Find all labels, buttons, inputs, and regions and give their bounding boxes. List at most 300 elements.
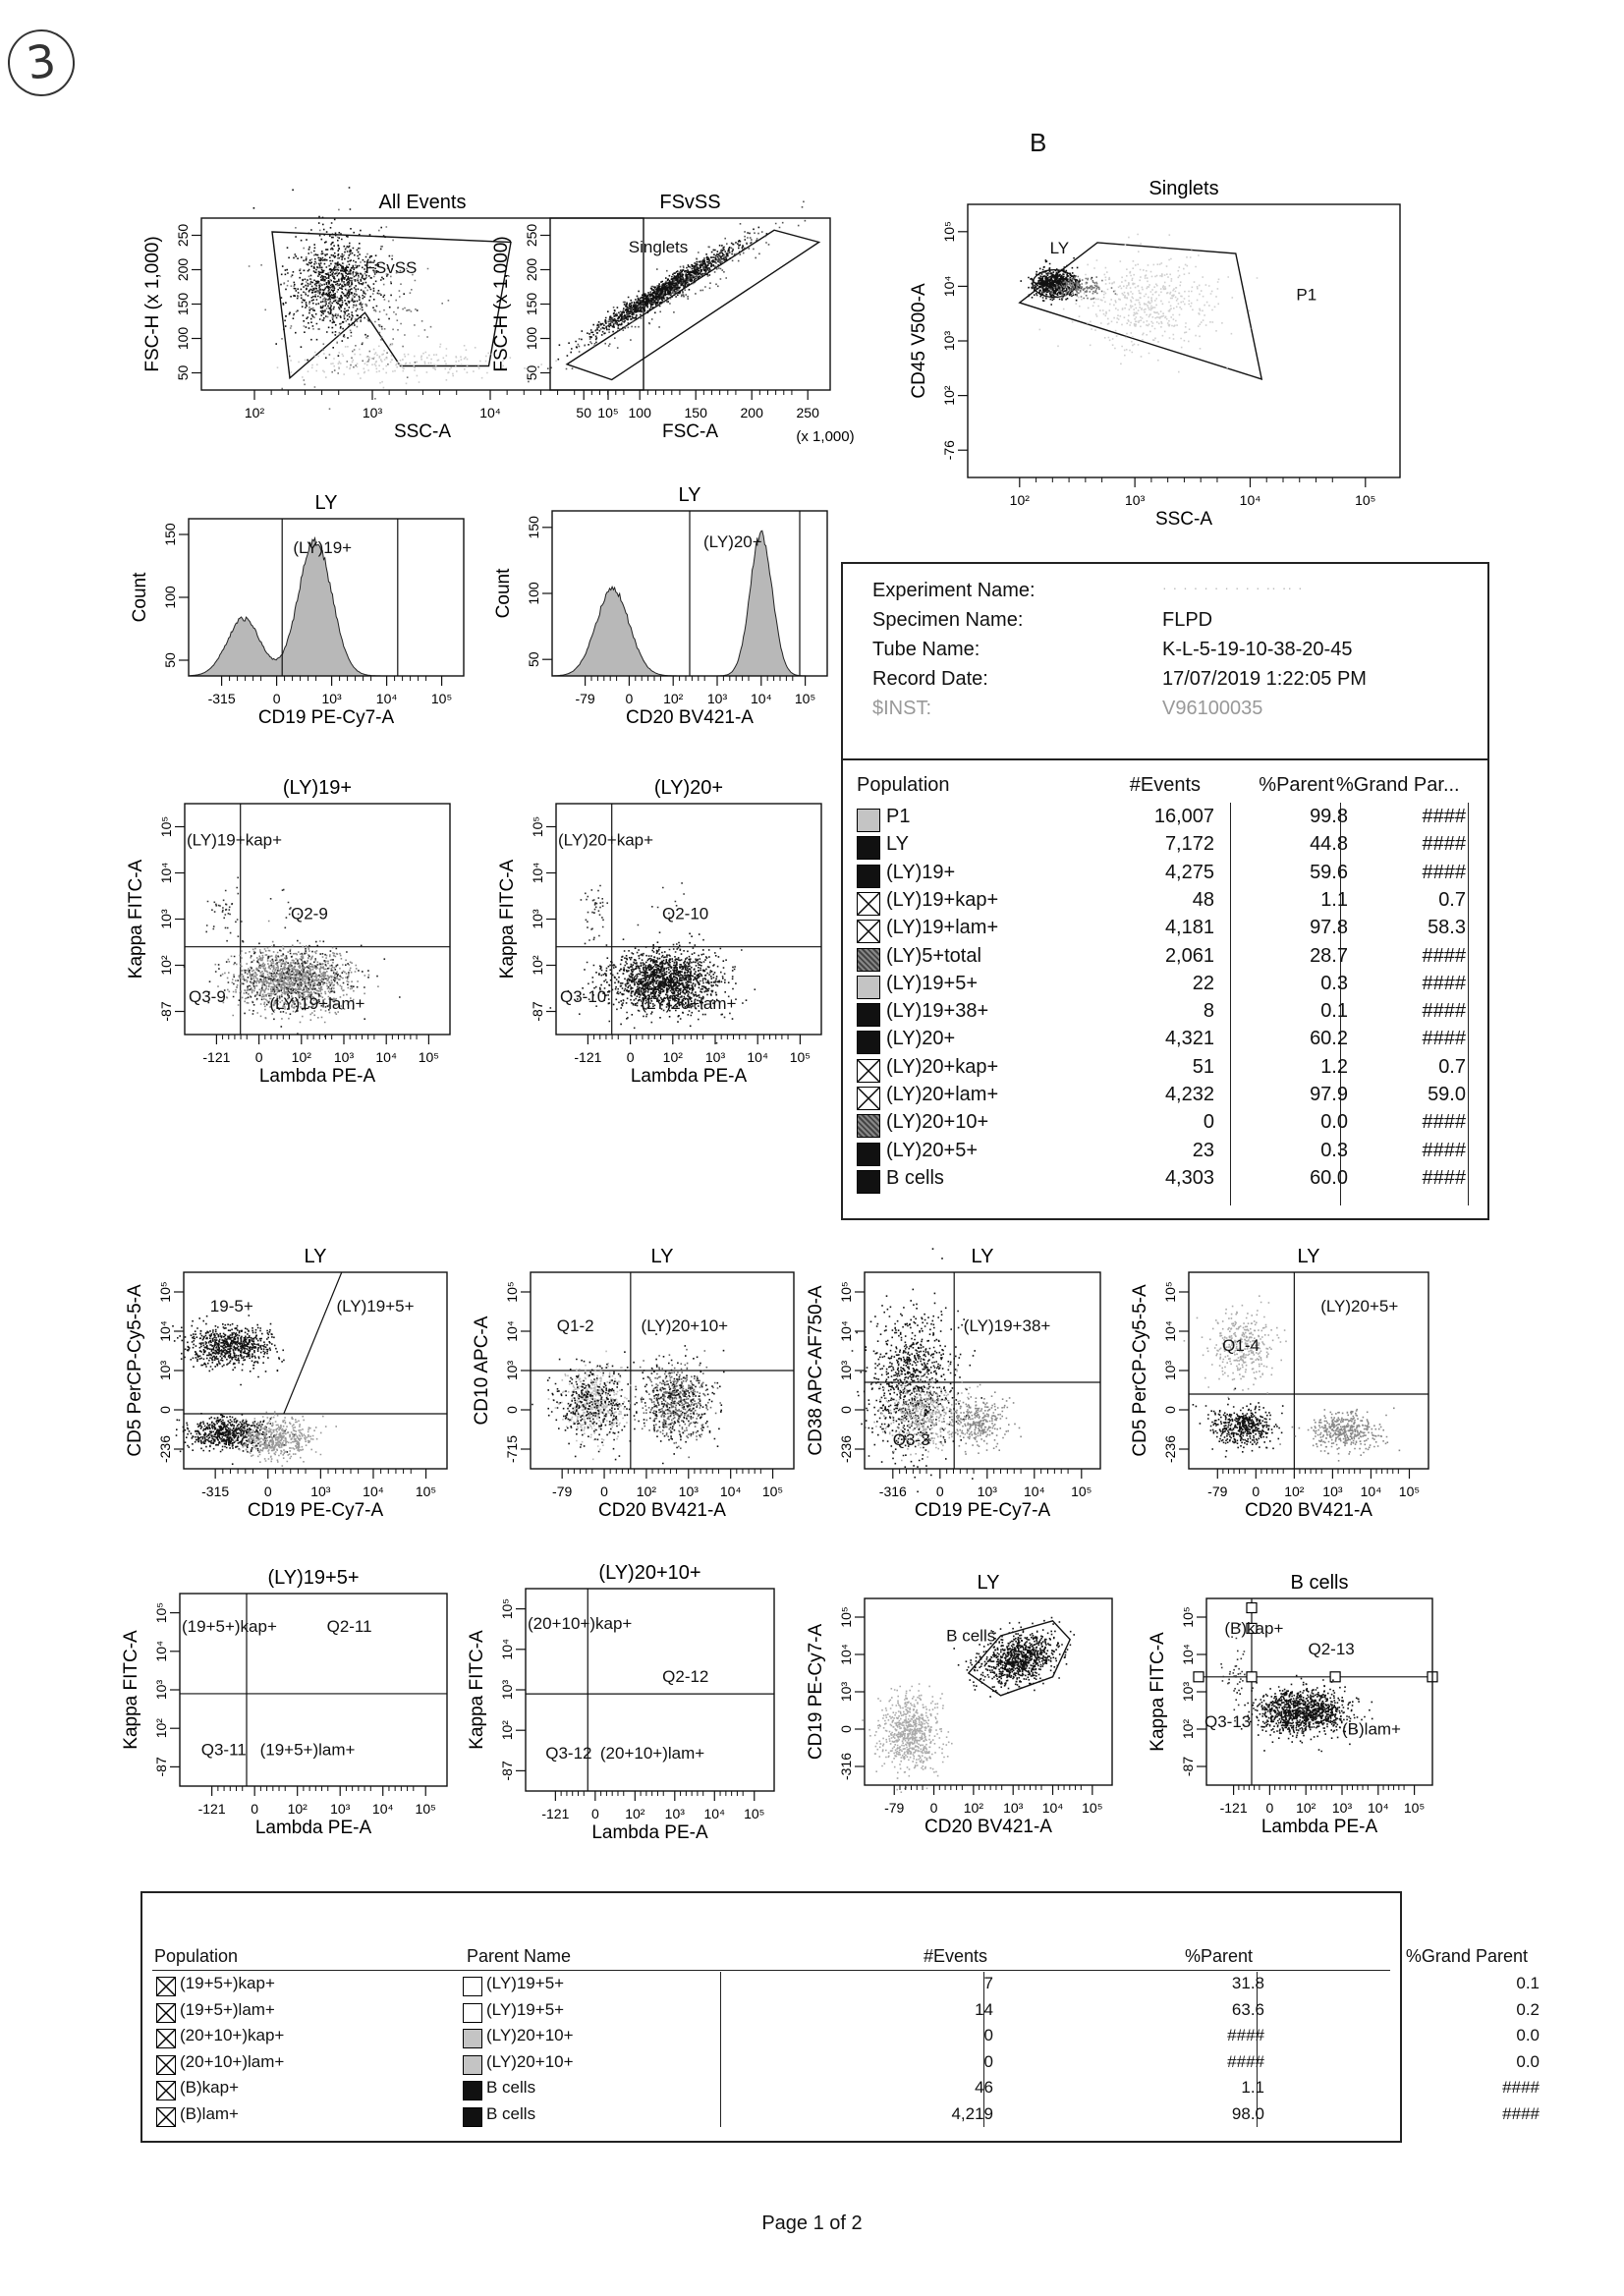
x-tick-label: -121 bbox=[1219, 1800, 1248, 1816]
x-axis-label: SSC-A bbox=[393, 421, 452, 442]
y-tick-label: 250 bbox=[524, 223, 539, 248]
population-grand-pct: #### bbox=[1422, 861, 1466, 883]
color-swatch-icon bbox=[857, 1031, 880, 1054]
population-row bbox=[857, 1111, 1466, 1139]
population-grand-pct: #### bbox=[1422, 806, 1466, 827]
y-tick-label: 10² bbox=[499, 1720, 515, 1741]
x-tick-label: 0 bbox=[1252, 1484, 1260, 1499]
event-dots bbox=[1193, 1388, 1284, 1458]
y-tick-label: -236 bbox=[838, 1434, 854, 1464]
sub-population-parent-name: (LY)19+5+ bbox=[486, 1974, 565, 1992]
gate-label: Q3-13 bbox=[1204, 1712, 1252, 1732]
sub-population-table bbox=[140, 1891, 1540, 2143]
sub-population-parent-name: (LY)19+5+ bbox=[486, 1999, 565, 2019]
sub-population-name: (19+5+)lam+ bbox=[180, 1999, 275, 2019]
plot-area bbox=[189, 519, 464, 676]
y-tick-label: 10⁵ bbox=[504, 1281, 520, 1303]
x-tick-label: 10² bbox=[291, 1049, 311, 1065]
event-dots bbox=[1039, 234, 1259, 373]
x-axis-label: CD19 PE-Cy7-A bbox=[247, 1500, 384, 1521]
x-tick-label: 10⁴ bbox=[703, 1806, 726, 1821]
x-tick-label: 10⁵ bbox=[415, 1484, 437, 1499]
population-events: 4,303 bbox=[1164, 1166, 1214, 1189]
gate-label: (LY)19+38+ bbox=[963, 1316, 1051, 1335]
y-tick-label: 50 bbox=[524, 364, 539, 381]
y-axis-label: Count bbox=[493, 568, 514, 619]
x-axis-label: CD20 BV421-A bbox=[598, 1500, 726, 1521]
color-swatch-icon bbox=[857, 976, 880, 999]
x-tick-label: 10⁴ bbox=[375, 691, 398, 706]
population-name: LY bbox=[886, 833, 909, 856]
x-tick-label: 10⁵ bbox=[1398, 1484, 1421, 1499]
population-parent-pct: 60.0 bbox=[1310, 1166, 1348, 1189]
y-tick-label: -316 bbox=[838, 1752, 854, 1781]
y-tick-label: 100 bbox=[524, 326, 539, 351]
event-dots bbox=[249, 209, 449, 410]
bt-header-parent: %Parent bbox=[1184, 1946, 1253, 1966]
inst-label: $INST: bbox=[872, 698, 932, 719]
gate-label: Q3-3 bbox=[892, 1430, 930, 1449]
gate-polygon bbox=[567, 230, 819, 379]
x-tick-label: 10² bbox=[1284, 1484, 1305, 1499]
x-tick-label: -121 bbox=[197, 1801, 226, 1817]
x-tick-label: -79 bbox=[575, 691, 595, 706]
x-tick-label: -79 bbox=[552, 1484, 573, 1499]
pop-header-population: Population bbox=[857, 774, 950, 796]
y-tick-label: 10⁵ bbox=[157, 1281, 173, 1303]
x-tick-label: 150 bbox=[684, 405, 707, 420]
population-grand-pct: #### bbox=[1422, 1139, 1466, 1161]
gate-handle bbox=[1247, 1672, 1257, 1682]
color-swatch-icon bbox=[857, 809, 880, 832]
population-name: (LY)19+kap+ bbox=[886, 888, 999, 911]
gate-label: (LY)20+lam+ bbox=[641, 994, 737, 1014]
tube-name-label: Tube Name: bbox=[872, 639, 980, 660]
y-tick-label: 50 bbox=[162, 652, 178, 668]
y-tick-label: 0 bbox=[838, 1406, 854, 1414]
gate-label: (19+5+)kap+ bbox=[182, 1617, 277, 1637]
sub-population-row bbox=[156, 2026, 1540, 2051]
y-axis-label: CD38 APC-AF750-A bbox=[806, 1285, 826, 1456]
gate-label: Q2-12 bbox=[662, 1666, 709, 1686]
experiment-info-panel bbox=[841, 562, 1489, 1220]
x-tick-label: -79 bbox=[1207, 1484, 1228, 1499]
x-tick-label: 10⁵ bbox=[761, 1484, 784, 1499]
sub-population-row bbox=[156, 1974, 1540, 1999]
plot-title: LY bbox=[650, 1246, 674, 1267]
sub-population-grand-pct: 0.1 bbox=[1516, 1974, 1540, 1992]
population-parent-pct: 28.7 bbox=[1310, 944, 1348, 967]
y-tick-label: 10⁵ bbox=[838, 1606, 854, 1628]
gate-handle bbox=[1194, 1672, 1204, 1682]
x-tick-label: 0 bbox=[272, 691, 281, 706]
y-tick-label: 10³ bbox=[157, 1360, 173, 1381]
y-tick-label: -87 bbox=[158, 1001, 174, 1022]
y-tick-label: 10⁴ bbox=[838, 1320, 854, 1342]
x-tick-label: 10⁵ bbox=[597, 405, 619, 420]
population-parent-pct: 97.9 bbox=[1310, 1084, 1348, 1105]
color-swatch-icon bbox=[857, 1143, 880, 1166]
sub-population-parent-name: B cells bbox=[486, 2103, 536, 2123]
y-axis-label: FSC-H (x 1,000) bbox=[491, 236, 512, 372]
x-axis-label: CD19 PE-Cy7-A bbox=[257, 707, 395, 728]
y-tick-label: 10² bbox=[530, 955, 545, 976]
x-tick-label: -121 bbox=[202, 1049, 231, 1065]
y-tick-label: 10² bbox=[158, 955, 174, 976]
cross-swatch-icon bbox=[857, 1087, 880, 1110]
population-parent-pct: 0.0 bbox=[1320, 1111, 1348, 1134]
x-tick-label: 10⁴ bbox=[479, 405, 501, 420]
y-tick-label: 10⁴ bbox=[158, 862, 174, 884]
x-tick-label: 10⁵ bbox=[415, 1801, 436, 1817]
y-tick-label: 0 bbox=[838, 1725, 854, 1733]
population-parent-pct: 1.1 bbox=[1320, 888, 1348, 911]
population-name: (LY)19+ bbox=[886, 861, 956, 883]
sub-population-parent-pct: #### bbox=[1227, 2051, 1264, 2071]
y-tick-label: 10⁴ bbox=[838, 1644, 854, 1665]
population-name: (LY)20+kap+ bbox=[886, 1055, 999, 1078]
color-swatch-icon bbox=[463, 1977, 482, 1996]
col-divider bbox=[1468, 803, 1469, 1205]
plot-title: LY bbox=[1297, 1246, 1320, 1267]
x-axis-label: Lambda PE-A bbox=[591, 1822, 708, 1843]
plot-title: LY bbox=[304, 1246, 327, 1267]
y-tick-label: 0 bbox=[157, 1406, 173, 1414]
x-tick-label: 10⁵ bbox=[430, 691, 453, 706]
population-name: (LY)20+ bbox=[886, 1028, 956, 1050]
y-axis-label: CD10 APC-A bbox=[472, 1316, 492, 1426]
x-tick-label: 0 bbox=[929, 1800, 938, 1816]
plot-title: (LY)20+10+ bbox=[598, 1562, 701, 1584]
y-tick-label: 10⁴ bbox=[1162, 1320, 1178, 1342]
cross-swatch-icon bbox=[857, 1059, 880, 1083]
y-tick-label: 10⁴ bbox=[157, 1320, 173, 1342]
gate-label: Q3-12 bbox=[545, 1744, 592, 1764]
gate-polygon bbox=[1020, 243, 1261, 379]
y-axis-label: Kappa FITC-A bbox=[467, 1630, 487, 1750]
gate-label: Q2-10 bbox=[662, 904, 709, 924]
x-tick-label: 10⁵ bbox=[744, 1806, 765, 1821]
population-events: 4,321 bbox=[1164, 1028, 1214, 1050]
x-tick-label: -315 bbox=[207, 691, 236, 706]
color-swatch-icon bbox=[463, 2107, 482, 2127]
y-axis-label: CD19 PE-Cy7-A bbox=[806, 1623, 826, 1761]
gate-handle bbox=[1330, 1672, 1340, 1682]
gate-label: LY bbox=[1049, 239, 1070, 258]
event-dots bbox=[205, 877, 242, 942]
gate-label: Q2-9 bbox=[291, 904, 328, 924]
x-tick-label: 10³ bbox=[333, 1049, 355, 1065]
y-tick-label: 10⁴ bbox=[530, 862, 545, 884]
population-events: 8 bbox=[1203, 1000, 1214, 1023]
gate-handle bbox=[1247, 1603, 1257, 1613]
color-swatch-icon bbox=[463, 2081, 482, 2100]
x-tick-label: 250 bbox=[796, 405, 819, 420]
y-axis-label: FSC-H (x 1,000) bbox=[142, 236, 163, 372]
color-swatch-icon bbox=[463, 2029, 482, 2048]
population-events: 22 bbox=[1192, 972, 1214, 994]
population-grand-pct: 59.0 bbox=[1428, 1084, 1466, 1105]
cross-swatch-icon bbox=[156, 2107, 176, 2127]
y-tick-label: 100 bbox=[162, 586, 178, 609]
population-grand-pct: 58.3 bbox=[1428, 917, 1466, 939]
sub-population-parent-pct: 1.1 bbox=[1241, 2078, 1264, 2097]
population-events: 4,275 bbox=[1164, 861, 1214, 883]
y-tick-label: 50 bbox=[175, 364, 191, 381]
x-tick-label: 10⁴ bbox=[719, 1484, 742, 1499]
gate-label: FSvSS bbox=[364, 258, 418, 277]
plot-area bbox=[531, 1272, 794, 1469]
plot-area bbox=[552, 511, 827, 676]
bt-header-grand-parent: %Grand Parent bbox=[1405, 1946, 1528, 1966]
x-tick-label: 10⁴ bbox=[747, 1049, 768, 1065]
y-tick-label: 100 bbox=[526, 582, 541, 605]
x-tick-label: 0 bbox=[251, 1801, 259, 1817]
y-tick-label: 10⁴ bbox=[1180, 1644, 1196, 1665]
pop-header-parent: %Parent bbox=[1259, 774, 1334, 796]
population-row bbox=[857, 1084, 1466, 1111]
specimen-name-value: FLPD bbox=[1162, 609, 1213, 631]
record-date-value: 17/07/2019 1:22:05 PM bbox=[1162, 668, 1367, 690]
sub-population-row bbox=[156, 2078, 1540, 2103]
y-tick-label: -236 bbox=[157, 1434, 173, 1464]
sub-population-parent-pct: #### bbox=[1227, 2026, 1264, 2044]
population-events: 51 bbox=[1192, 1055, 1214, 1078]
x-tick-label: 10² bbox=[1296, 1800, 1316, 1816]
population-row bbox=[857, 1000, 1466, 1028]
cross-swatch-icon bbox=[857, 920, 880, 943]
x-tick-label: 10³ bbox=[664, 1806, 685, 1821]
event-dots bbox=[581, 885, 608, 941]
gate-label: (B)kap+ bbox=[1224, 1619, 1284, 1639]
population-parent-pct: 0.3 bbox=[1320, 972, 1348, 994]
plot-area bbox=[526, 1589, 774, 1791]
x-axis-unit: (x 1,000) bbox=[796, 428, 855, 445]
gate-label: Q1-2 bbox=[556, 1316, 594, 1335]
color-swatch-icon bbox=[857, 1114, 880, 1138]
plot-frame bbox=[550, 218, 830, 390]
sub-population-grand-pct: 0.0 bbox=[1516, 2026, 1540, 2044]
plot-area bbox=[1194, 1598, 1437, 1785]
y-tick-label: 150 bbox=[526, 516, 541, 539]
cross-swatch-icon bbox=[156, 2029, 176, 2048]
x-tick-label: 10⁴ bbox=[1024, 1484, 1045, 1499]
population-events: 0 bbox=[1203, 1111, 1214, 1134]
color-swatch-icon bbox=[463, 2003, 482, 2023]
plot-title: (LY)19+5+ bbox=[267, 1567, 360, 1589]
y-tick-label: -236 bbox=[1162, 1434, 1178, 1464]
x-tick-label: 10³ bbox=[362, 405, 383, 420]
tube-name-value: K-L-5-19-10-38-20-45 bbox=[1162, 639, 1353, 660]
histogram-area bbox=[189, 538, 464, 676]
sub-population-row bbox=[156, 2051, 1540, 2078]
gate-label: (B)lam+ bbox=[1342, 1719, 1401, 1739]
gate-label: P1 bbox=[1296, 285, 1317, 305]
population-row bbox=[857, 1056, 1466, 1084]
population-parent-pct: 0.1 bbox=[1320, 1000, 1348, 1023]
cross-swatch-icon bbox=[156, 2081, 176, 2100]
y-tick-label: -76 bbox=[941, 440, 957, 461]
sub-population-row bbox=[156, 1999, 1540, 2026]
color-swatch-icon bbox=[857, 836, 880, 860]
event-dots bbox=[1279, 1408, 1400, 1462]
gate-label: Q3-11 bbox=[200, 1740, 247, 1760]
population-row bbox=[857, 862, 1466, 889]
gate-label: (LY)19+5+ bbox=[336, 1297, 415, 1316]
y-tick-label: 10² bbox=[1180, 1718, 1196, 1740]
population-grand-pct: #### bbox=[1422, 972, 1466, 994]
plot-title: LY bbox=[971, 1246, 994, 1267]
x-tick-label: 10² bbox=[662, 1049, 683, 1065]
y-tick-label: 10⁵ bbox=[158, 815, 174, 838]
sub-population-name: (B)kap+ bbox=[180, 2078, 239, 2097]
gate-label: Singlets bbox=[628, 238, 689, 256]
population-grand-pct: #### bbox=[1422, 1166, 1466, 1189]
x-axis-label: SSC-A bbox=[1154, 509, 1213, 530]
sub-population-grand-pct: 0.2 bbox=[1516, 1999, 1540, 2019]
population-row bbox=[857, 945, 1466, 973]
population-grand-pct: #### bbox=[1422, 1111, 1466, 1134]
cross-swatch-icon bbox=[156, 1977, 176, 1996]
sub-population-parent-pct: 98.0 bbox=[1231, 2103, 1264, 2123]
plot-title: (LY)20+ bbox=[653, 777, 724, 799]
x-tick-label: -315 bbox=[201, 1484, 230, 1499]
plot-singlets bbox=[860, 165, 1439, 561]
bt-header-events: #Events bbox=[923, 1946, 987, 1966]
y-tick-label: 10⁴ bbox=[941, 275, 957, 298]
color-swatch-icon bbox=[857, 1170, 880, 1194]
y-axis-label: CD5 PerCP-Cy5-5-A bbox=[1130, 1284, 1150, 1457]
page-footer: Page 1 of 2 bbox=[761, 2212, 863, 2234]
plot-title: All Events bbox=[378, 192, 467, 213]
x-tick-label: -316 bbox=[878, 1484, 907, 1499]
plot-ly20-10-kappa-lambda bbox=[415, 1549, 813, 1875]
population-row bbox=[857, 806, 1466, 833]
y-tick-label: 150 bbox=[175, 292, 191, 316]
x-axis-label: Lambda PE-A bbox=[254, 1818, 372, 1838]
x-tick-label: 10⁴ bbox=[1368, 1800, 1389, 1816]
x-tick-label: 10³ bbox=[321, 691, 342, 706]
sub-population-parent-name: (LY)20+10+ bbox=[486, 2051, 574, 2071]
gate-label: Q1-4 bbox=[1222, 1336, 1260, 1355]
sub-population-name: (B)lam+ bbox=[180, 2103, 239, 2123]
population-events: 16,007 bbox=[1153, 806, 1214, 827]
handwritten-page-number: 3 bbox=[4, 26, 80, 101]
bt-header-population: Population bbox=[154, 1946, 239, 1966]
x-tick-label: 0 bbox=[625, 691, 634, 706]
x-tick-label: 200 bbox=[740, 405, 763, 420]
plot-bcells-kappa-lambda bbox=[1098, 1559, 1472, 1869]
x-tick-label: 10⁴ bbox=[751, 691, 772, 706]
inst-value: V96100035 bbox=[1162, 698, 1263, 719]
plot-title: FSvSS bbox=[659, 192, 721, 213]
population-name: (LY)19+lam+ bbox=[886, 917, 999, 939]
sub-population-events: 4,219 bbox=[951, 2103, 993, 2123]
plot-area bbox=[550, 804, 822, 1044]
population-events: 7,172 bbox=[1164, 833, 1214, 856]
y-tick-label: 150 bbox=[524, 292, 539, 316]
y-tick-label: 200 bbox=[175, 257, 191, 282]
y-tick-label: 10⁴ bbox=[499, 1639, 515, 1660]
x-tick-label: 0 bbox=[935, 1484, 944, 1499]
y-tick-label: 10⁵ bbox=[499, 1597, 515, 1620]
y-tick-label: 10⁵ bbox=[941, 221, 957, 243]
x-tick-label: 10³ bbox=[706, 691, 728, 706]
x-tick-label: 0 bbox=[590, 1806, 599, 1821]
x-axis-label: CD19 PE-Cy7-A bbox=[914, 1500, 1051, 1521]
population-name: P1 bbox=[886, 806, 911, 827]
gate-label: (LY)19+ bbox=[293, 538, 353, 558]
x-tick-label: 10⁴ bbox=[1239, 492, 1261, 508]
x-tick-label: 10³ bbox=[704, 1049, 726, 1065]
population-grand-pct: #### bbox=[1422, 833, 1466, 856]
y-axis-label: Kappa FITC-A bbox=[1148, 1632, 1168, 1752]
sub-population-name: (20+10+)kap+ bbox=[180, 2026, 285, 2044]
x-tick-label: 10⁵ bbox=[1082, 1800, 1103, 1816]
x-tick-label: 10⁴ bbox=[363, 1484, 384, 1499]
population-events: 4,181 bbox=[1164, 917, 1214, 939]
population-parent-pct: 59.6 bbox=[1310, 861, 1348, 883]
x-tick-label: 10⁴ bbox=[371, 1801, 394, 1817]
gate-label: (LY)19+kap+ bbox=[187, 830, 283, 850]
x-tick-label: 10³ bbox=[310, 1484, 331, 1499]
population-row bbox=[857, 833, 1466, 861]
gate-label: Q2-11 bbox=[326, 1617, 372, 1637]
panel-top-border bbox=[843, 562, 1487, 564]
population-name: (LY)5+total bbox=[886, 944, 981, 967]
event-dots bbox=[528, 201, 806, 383]
population-events: 48 bbox=[1192, 888, 1214, 911]
y-tick-label: 10⁵ bbox=[153, 1601, 169, 1624]
x-axis-label: Lambda PE-A bbox=[258, 1066, 376, 1087]
x-tick-label: 10³ bbox=[1125, 492, 1146, 508]
y-tick-label: 0 bbox=[504, 1406, 520, 1414]
gate-label: (LY)20+ bbox=[703, 532, 762, 551]
x-tick-label: 10² bbox=[963, 1800, 983, 1816]
gate-label: (20+10+)kap+ bbox=[528, 1614, 633, 1634]
x-tick-label: 0 bbox=[263, 1484, 272, 1499]
plot-fsvss bbox=[442, 179, 869, 474]
x-tick-label: 50 bbox=[576, 405, 591, 420]
population-grand-pct: #### bbox=[1422, 1028, 1466, 1050]
sub-population-grand-pct: #### bbox=[1502, 2078, 1540, 2097]
pop-header-grand-parent: %Grand Par... bbox=[1336, 774, 1460, 796]
sub-population-parent-name: B cells bbox=[486, 2078, 536, 2097]
x-tick-label: 10² bbox=[1009, 492, 1030, 508]
y-tick-label: 150 bbox=[162, 523, 178, 546]
x-axis-label: CD20 BV421-A bbox=[924, 1817, 1052, 1837]
y-tick-label: 10⁵ bbox=[1162, 1281, 1178, 1303]
x-tick-label: 0 bbox=[626, 1049, 635, 1065]
experiment-name-label: Experiment Name: bbox=[872, 580, 1036, 601]
sub-population-parent-pct: 63.6 bbox=[1231, 1999, 1264, 2019]
plot-title: (LY)19+ bbox=[282, 777, 353, 799]
y-tick-label: 10³ bbox=[158, 909, 174, 929]
plot-title: LY bbox=[678, 484, 701, 506]
cross-swatch-icon bbox=[857, 892, 880, 916]
color-swatch-icon bbox=[463, 2055, 482, 2075]
y-tick-label: 10³ bbox=[530, 909, 545, 929]
y-tick-label: 10⁵ bbox=[1180, 1606, 1196, 1628]
population-name: (LY)20+5+ bbox=[886, 1139, 979, 1161]
plot-area bbox=[528, 201, 819, 383]
plot-ly19-kappa-lambda bbox=[77, 764, 489, 1118]
x-tick-label: 10⁵ bbox=[1355, 492, 1376, 508]
plot-ly20-kappa-lambda bbox=[448, 764, 861, 1118]
x-axis-label: CD20 BV421-A bbox=[626, 707, 754, 728]
gate-label: (LY)20+5+ bbox=[1320, 1297, 1399, 1316]
y-tick-label: 10⁴ bbox=[153, 1641, 169, 1662]
